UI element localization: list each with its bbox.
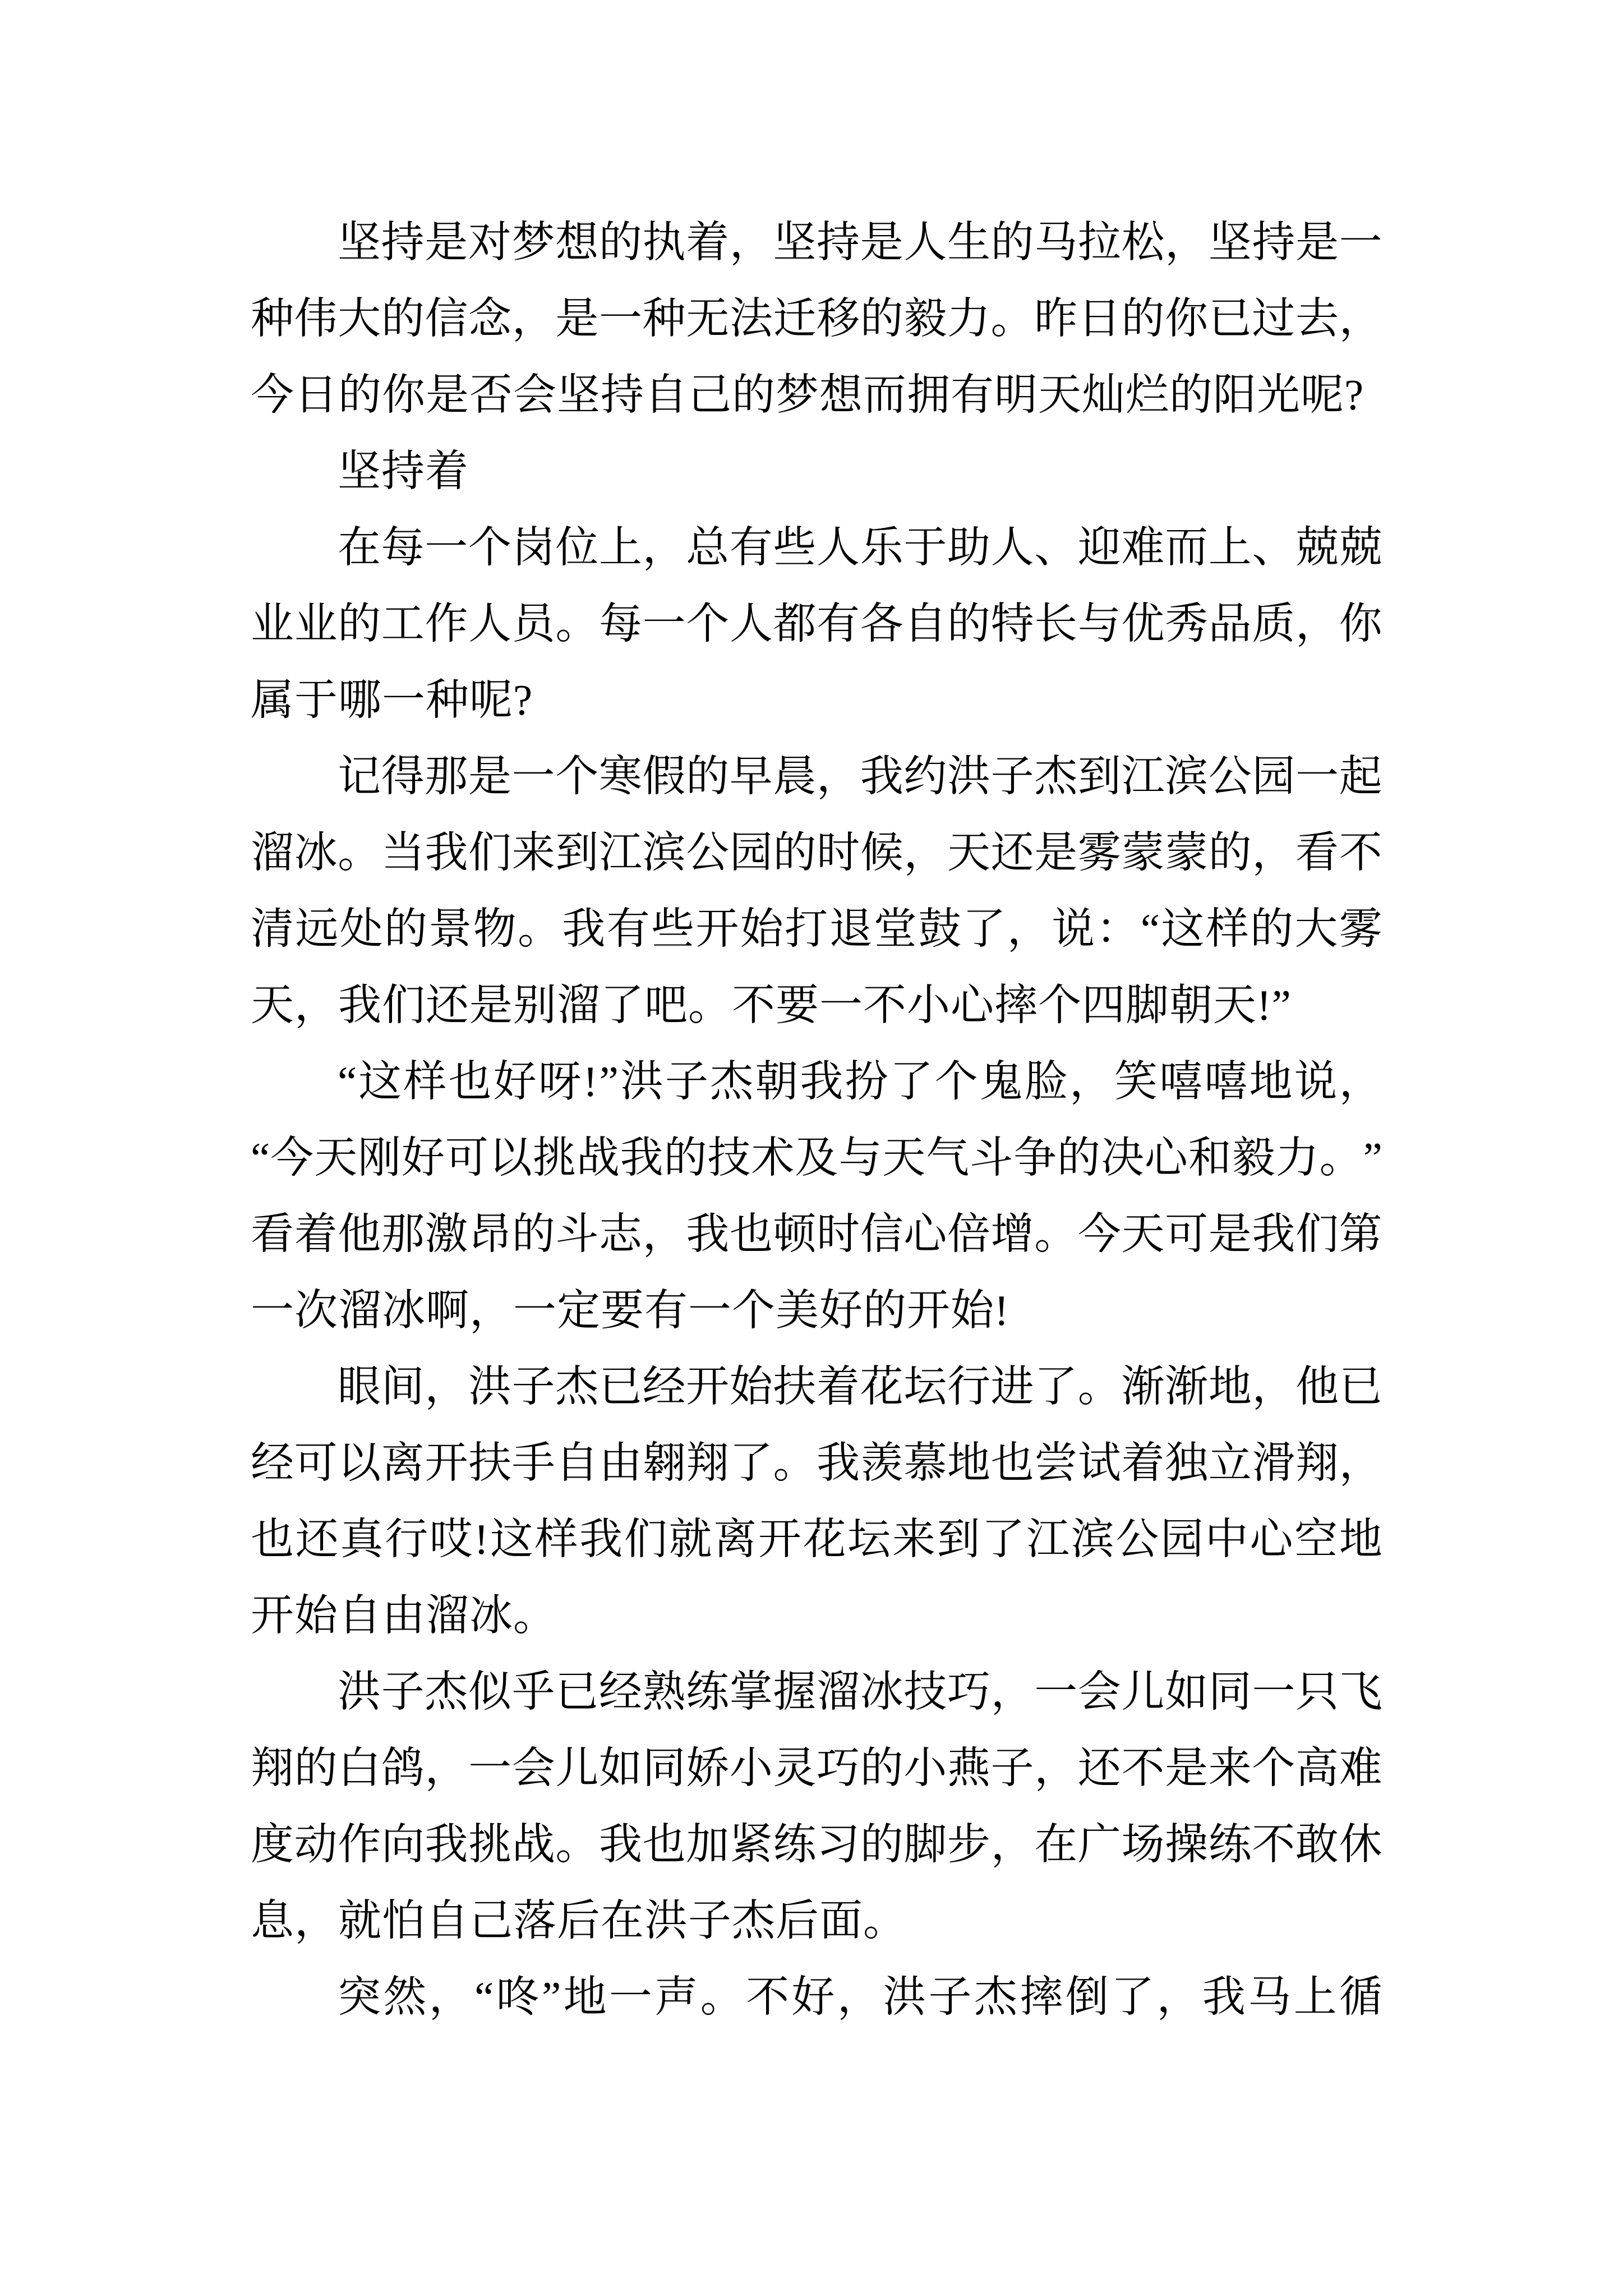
text-line: 洪 子 杰 似 乎 已 经 熟 练 掌 握 溜 冰 技 巧 ， 一 会 儿 如 同 一 只 飞 (338, 1668, 1382, 1716)
text-line: 今日的你是否会坚持自己的梦想而拥有明天灿烂的阳光呢? (251, 371, 1364, 419)
text-line: 坚 持 是 对 梦 想 的 执 着 ， 坚 持 是 人 生 的 马 拉 松 ， 坚 持 是 一 (338, 218, 1382, 266)
paragraph (251, 204, 1382, 433)
paragraph (251, 1959, 1382, 2035)
text-line: 在 每 一 个 岗 位 上 ， 总 有 些 人 乐 于 助 人 、 迎 难 而 上 、 兢 兢 (338, 523, 1382, 572)
text-line: “ 这 样 也 好 呀 ! ” 洪 子 杰 朝 我 扮 了 个 鬼 脸 ， 笑 嘻 嘻 地 说 ， (338, 1057, 1382, 1106)
text-line: 度 动 作 向 我 挑 战 。 我 也 加 紧 练 习 的 脚 步 ， 在 广 场 操 练 不 敢 休 (251, 1820, 1382, 1869)
text-line: 一次溜冰啊，一定要有一个美好的开始! (251, 1286, 1009, 1335)
text-line: 看 着 他 那 激 昂 的 斗 志 ， 我 也 顿 时 信 心 倍 增 。 今 天 可 是 我 们 第 (251, 1210, 1382, 1258)
text-line: 也 还 真 行 哎 ! 这 样 我 们 就 离 开 花 坛 来 到 了 江 滨 公 园 中 心 空 地 (251, 1515, 1382, 1563)
paragraph (251, 1349, 1382, 1654)
text-line: 翔 的 白 鸽 ， 一 会 儿 如 同 娇 小 灵 巧 的 小 燕 子 ， 还 不 是 来 个 高 难 (251, 1744, 1382, 1792)
text-line: 息，就怕自己落后在洪子杰后面。 (251, 1897, 907, 1945)
text-line: 记 得 那 是 一 个 寒 假 的 早 晨 ， 我 约 洪 子 杰 到 江 滨 公 园 一 起 (338, 752, 1382, 800)
text-line: 坚持着 (338, 447, 469, 495)
text-line: 清 远 处 的 景 物 。 我 有 些 开 始 打 退 堂 鼓 了 ， 说 ： “ 这 样 的 大 雾 (251, 905, 1382, 953)
paragraph (251, 1043, 1382, 1349)
text-line: “ 今 天 刚 好 可 以 挑 战 我 的 技 术 及 与 天 气 斗 争 的 决 心 和 毅 力 。 ” (251, 1134, 1382, 1182)
text-line: 眼 间 ， 洪 子 杰 已 经 开 始 扶 着 花 坛 行 进 了 。 渐 渐 地 ， 他 已 (338, 1363, 1382, 1411)
essay-text (251, 204, 1382, 2035)
text-line: 业 业 的 工 作 人 员 。 每 一 个 人 都 有 各 自 的 特 长 与 优 秀 品 质 ， 你 (251, 600, 1382, 648)
text-line: 开始自由溜冰。 (251, 1591, 557, 1640)
text-line: 突 然 ， “ 咚 ” 地 一 声 。 不 好 ， 洪 子 杰 摔 倒 了 ， 我 马 上 循 (338, 1973, 1382, 2021)
paragraph (251, 1654, 1382, 1959)
text-line: 经 可 以 离 开 扶 手 自 由 翱 翔 了 。 我 羡 慕 地 也 尝 试 着 独 立 滑 翔 ， (251, 1439, 1382, 1487)
paragraph (251, 433, 1382, 509)
text-line: 天，我们还是别溜了吧。不要一不小心摔个四脚朝天!” (251, 981, 1292, 1029)
paragraph (251, 738, 1382, 1043)
text-line: 属于哪一种呢? (251, 676, 533, 724)
paragraph (251, 509, 1382, 738)
text-line: 种 伟 大 的 信 念 ， 是 一 种 无 法 迁 移 的 毅 力 。 昨 日 的 你 已 过 去 ， (251, 295, 1382, 343)
text-line: 溜 冰 。 当 我 们 来 到 江 滨 公 园 的 时 候 ， 天 还 是 雾 蒙 蒙 的 ， 看 不 (251, 829, 1382, 877)
